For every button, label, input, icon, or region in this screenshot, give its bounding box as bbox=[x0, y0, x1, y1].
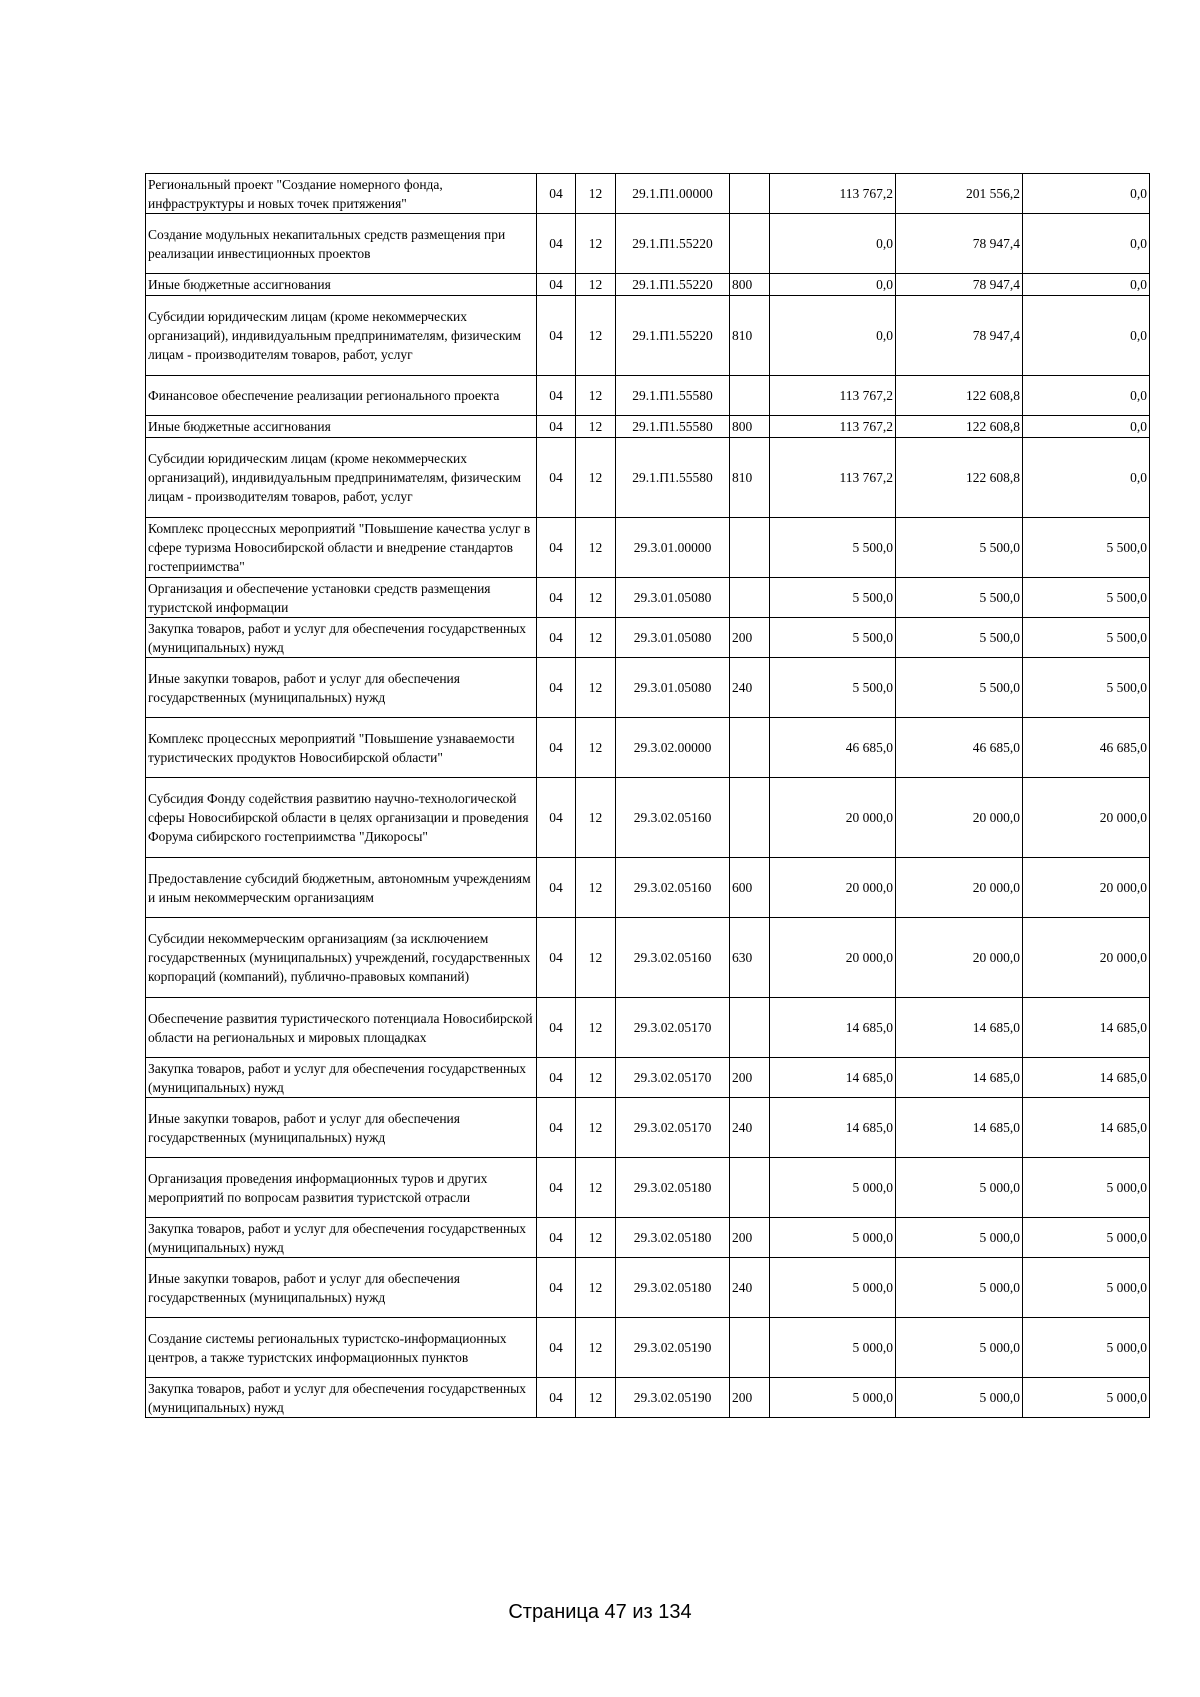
table-row bbox=[146, 518, 1150, 578]
row-name-cell: Комплекс процессных мероприятий "Повышение качества услуг в сфере туризма Новосибирской области и внедрение стандартов гостеприимства" bbox=[146, 518, 537, 578]
row-target-article-cell: 29.3.01.05080 bbox=[616, 658, 730, 718]
row-year2-amount-cell: 5 000,0 bbox=[896, 1218, 1023, 1258]
row-year3-amount-cell: 5 000,0 bbox=[1023, 1218, 1150, 1258]
row-expense-type-cell bbox=[730, 376, 770, 416]
row-name-cell: Субсидии юридическим лицам (кроме некоммерческих организаций), индивидуальным предпринимателям, физическим лицам - производителям товаров, работ, услуг bbox=[146, 438, 537, 518]
row-year2-amount-cell: 20 000,0 bbox=[896, 778, 1023, 858]
row-year3-amount-cell: 14 685,0 bbox=[1023, 1058, 1150, 1098]
table-row bbox=[146, 274, 1150, 296]
row-year1-amount-cell: 5 500,0 bbox=[770, 578, 896, 618]
table-row bbox=[146, 778, 1150, 858]
row-section-cell: 04 bbox=[537, 1158, 576, 1218]
row-expense-type-cell bbox=[730, 174, 770, 214]
row-year1-amount-cell: 113 767,2 bbox=[770, 416, 896, 438]
table-row bbox=[146, 1258, 1150, 1318]
table-row bbox=[146, 438, 1150, 518]
table-row bbox=[146, 1098, 1150, 1158]
row-year3-amount-cell: 0,0 bbox=[1023, 376, 1150, 416]
row-subsection-cell: 12 bbox=[576, 174, 616, 214]
row-year3-amount-cell: 14 685,0 bbox=[1023, 1098, 1150, 1158]
row-subsection-cell: 12 bbox=[576, 518, 616, 578]
row-subsection-cell: 12 bbox=[576, 998, 616, 1058]
row-expense-type-cell: 810 bbox=[730, 438, 770, 518]
row-target-article-cell: 29.1.П1.55580 bbox=[616, 416, 730, 438]
row-year1-amount-cell: 20 000,0 bbox=[770, 778, 896, 858]
row-year1-amount-cell: 20 000,0 bbox=[770, 858, 896, 918]
row-year2-amount-cell: 14 685,0 bbox=[896, 998, 1023, 1058]
row-target-article-cell: 29.3.02.05180 bbox=[616, 1158, 730, 1218]
row-name-cell: Субсидии юридическим лицам (кроме некоммерческих организаций), индивидуальным предпринимателям, физическим лицам - производителям товаров, работ, услуг bbox=[146, 296, 537, 376]
row-name-cell: Комплекс процессных мероприятий "Повышение узнаваемости туристических продуктов Новосибирской области" bbox=[146, 718, 537, 778]
row-expense-type-cell: 200 bbox=[730, 1218, 770, 1258]
row-section-cell: 04 bbox=[537, 618, 576, 658]
row-section-cell: 04 bbox=[537, 858, 576, 918]
row-section-cell: 04 bbox=[537, 1098, 576, 1158]
row-target-article-cell: 29.3.02.05160 bbox=[616, 918, 730, 998]
row-subsection-cell: 12 bbox=[576, 376, 616, 416]
row-year3-amount-cell: 5 000,0 bbox=[1023, 1258, 1150, 1318]
row-year1-amount-cell: 14 685,0 bbox=[770, 998, 896, 1058]
row-subsection-cell: 12 bbox=[576, 1378, 616, 1418]
row-target-article-cell: 29.3.02.05190 bbox=[616, 1318, 730, 1378]
row-year1-amount-cell: 5 000,0 bbox=[770, 1378, 896, 1418]
row-year2-amount-cell: 5 500,0 bbox=[896, 518, 1023, 578]
row-year1-amount-cell: 5 500,0 bbox=[770, 618, 896, 658]
row-year3-amount-cell: 20 000,0 bbox=[1023, 778, 1150, 858]
row-name-cell: Закупка товаров, работ и услуг для обеспечения государственных (муниципальных) нужд bbox=[146, 618, 537, 658]
row-expense-type-cell: 810 bbox=[730, 296, 770, 376]
row-target-article-cell: 29.3.02.05170 bbox=[616, 1098, 730, 1158]
row-year2-amount-cell: 46 685,0 bbox=[896, 718, 1023, 778]
row-year2-amount-cell: 5 000,0 bbox=[896, 1318, 1023, 1378]
row-year1-amount-cell: 5 000,0 bbox=[770, 1318, 896, 1378]
row-year3-amount-cell: 20 000,0 bbox=[1023, 918, 1150, 998]
table-row bbox=[146, 918, 1150, 998]
row-year2-amount-cell: 14 685,0 bbox=[896, 1058, 1023, 1098]
budget-table bbox=[145, 173, 1150, 1418]
row-subsection-cell: 12 bbox=[576, 858, 616, 918]
row-subsection-cell: 12 bbox=[576, 1058, 616, 1098]
row-expense-type-cell bbox=[730, 778, 770, 858]
row-expense-type-cell bbox=[730, 578, 770, 618]
row-target-article-cell: 29.3.01.05080 bbox=[616, 618, 730, 658]
row-year1-amount-cell: 5 000,0 bbox=[770, 1158, 896, 1218]
row-year2-amount-cell: 201 556,2 bbox=[896, 174, 1023, 214]
row-target-article-cell: 29.1.П1.55580 bbox=[616, 376, 730, 416]
table-row bbox=[146, 296, 1150, 376]
row-section-cell: 04 bbox=[537, 416, 576, 438]
row-expense-type-cell: 240 bbox=[730, 1258, 770, 1318]
row-target-article-cell: 29.3.02.05180 bbox=[616, 1258, 730, 1318]
row-name-cell: Субсидия Фонду содействия развитию научно-технологической сферы Новосибирской области в целях организации и проведения Форума сибирского гостеприимства "Дикоросы" bbox=[146, 778, 537, 858]
row-year3-amount-cell: 20 000,0 bbox=[1023, 858, 1150, 918]
row-year3-amount-cell: 0,0 bbox=[1023, 274, 1150, 296]
row-year1-amount-cell: 0,0 bbox=[770, 214, 896, 274]
row-year1-amount-cell: 14 685,0 bbox=[770, 1058, 896, 1098]
row-expense-type-cell: 240 bbox=[730, 658, 770, 718]
row-name-cell: Закупка товаров, работ и услуг для обеспечения государственных (муниципальных) нужд bbox=[146, 1058, 537, 1098]
row-name-cell: Обеспечение развития туристического потенциала Новосибирской области на региональных и мировых площадках bbox=[146, 998, 537, 1058]
row-year2-amount-cell: 122 608,8 bbox=[896, 376, 1023, 416]
row-section-cell: 04 bbox=[537, 214, 576, 274]
row-year3-amount-cell: 5 500,0 bbox=[1023, 618, 1150, 658]
row-year3-amount-cell: 46 685,0 bbox=[1023, 718, 1150, 778]
row-year1-amount-cell: 46 685,0 bbox=[770, 718, 896, 778]
row-subsection-cell: 12 bbox=[576, 296, 616, 376]
row-year3-amount-cell: 0,0 bbox=[1023, 438, 1150, 518]
table-row bbox=[146, 1218, 1150, 1258]
row-year1-amount-cell: 5 000,0 bbox=[770, 1258, 896, 1318]
row-expense-type-cell: 630 bbox=[730, 918, 770, 998]
row-subsection-cell: 12 bbox=[576, 274, 616, 296]
row-section-cell: 04 bbox=[537, 1378, 576, 1418]
row-year2-amount-cell: 5 000,0 bbox=[896, 1158, 1023, 1218]
row-subsection-cell: 12 bbox=[576, 1098, 616, 1158]
row-year3-amount-cell: 0,0 bbox=[1023, 214, 1150, 274]
row-target-article-cell: 29.3.02.05180 bbox=[616, 1218, 730, 1258]
row-expense-type-cell bbox=[730, 1318, 770, 1378]
row-subsection-cell: 12 bbox=[576, 918, 616, 998]
row-subsection-cell: 12 bbox=[576, 778, 616, 858]
row-name-cell: Иные закупки товаров, работ и услуг для обеспечения государственных (муниципальных) нужд bbox=[146, 1098, 537, 1158]
table-row bbox=[146, 578, 1150, 618]
row-year1-amount-cell: 113 767,2 bbox=[770, 174, 896, 214]
table-row bbox=[146, 376, 1150, 416]
row-section-cell: 04 bbox=[537, 1318, 576, 1378]
row-section-cell: 04 bbox=[537, 438, 576, 518]
row-year2-amount-cell: 78 947,4 bbox=[896, 214, 1023, 274]
row-expense-type-cell: 800 bbox=[730, 416, 770, 438]
row-expense-type-cell: 200 bbox=[730, 1058, 770, 1098]
table-row bbox=[146, 1058, 1150, 1098]
table-row bbox=[146, 1378, 1150, 1418]
row-year1-amount-cell: 113 767,2 bbox=[770, 438, 896, 518]
row-target-article-cell: 29.3.01.05080 bbox=[616, 578, 730, 618]
table-row bbox=[146, 718, 1150, 778]
row-target-article-cell: 29.3.02.00000 bbox=[616, 718, 730, 778]
row-name-cell: Иные бюджетные ассигнования bbox=[146, 274, 537, 296]
row-expense-type-cell bbox=[730, 718, 770, 778]
row-year1-amount-cell: 14 685,0 bbox=[770, 1098, 896, 1158]
row-target-article-cell: 29.1.П1.55220 bbox=[616, 214, 730, 274]
page-number: Страница 47 из 134 bbox=[508, 1601, 692, 1623]
row-year1-amount-cell: 0,0 bbox=[770, 274, 896, 296]
row-section-cell: 04 bbox=[537, 658, 576, 718]
row-name-cell: Предоставление субсидий бюджетным, автономным учреждениям и иным некоммерческим организациям bbox=[146, 858, 537, 918]
row-section-cell: 04 bbox=[537, 518, 576, 578]
row-subsection-cell: 12 bbox=[576, 658, 616, 718]
row-section-cell: 04 bbox=[537, 578, 576, 618]
row-year1-amount-cell: 5 500,0 bbox=[770, 658, 896, 718]
row-year2-amount-cell: 5 000,0 bbox=[896, 1258, 1023, 1318]
row-expense-type-cell bbox=[730, 998, 770, 1058]
row-year2-amount-cell: 122 608,8 bbox=[896, 416, 1023, 438]
row-section-cell: 04 bbox=[537, 174, 576, 214]
row-name-cell: Иные бюджетные ассигнования bbox=[146, 416, 537, 438]
row-section-cell: 04 bbox=[537, 718, 576, 778]
row-expense-type-cell: 200 bbox=[730, 618, 770, 658]
row-target-article-cell: 29.3.02.05190 bbox=[616, 1378, 730, 1418]
row-section-cell: 04 bbox=[537, 1058, 576, 1098]
row-year2-amount-cell: 78 947,4 bbox=[896, 296, 1023, 376]
row-expense-type-cell: 200 bbox=[730, 1378, 770, 1418]
row-section-cell: 04 bbox=[537, 778, 576, 858]
row-section-cell: 04 bbox=[537, 274, 576, 296]
row-year3-amount-cell: 0,0 bbox=[1023, 296, 1150, 376]
row-year1-amount-cell: 5 500,0 bbox=[770, 518, 896, 578]
row-year3-amount-cell: 0,0 bbox=[1023, 174, 1150, 214]
row-subsection-cell: 12 bbox=[576, 718, 616, 778]
row-subsection-cell: 12 bbox=[576, 578, 616, 618]
row-year1-amount-cell: 0,0 bbox=[770, 296, 896, 376]
table-row bbox=[146, 1318, 1150, 1378]
row-year1-amount-cell: 5 000,0 bbox=[770, 1218, 896, 1258]
row-year2-amount-cell: 20 000,0 bbox=[896, 918, 1023, 998]
row-subsection-cell: 12 bbox=[576, 1258, 616, 1318]
row-subsection-cell: 12 bbox=[576, 416, 616, 438]
row-name-cell: Организация и обеспечение установки средств размещения туристской информации bbox=[146, 578, 537, 618]
row-section-cell: 04 bbox=[537, 1258, 576, 1318]
row-name-cell: Создание системы региональных туристско-информационных центров, а также туристских информационных пунктов bbox=[146, 1318, 537, 1378]
row-expense-type-cell bbox=[730, 214, 770, 274]
row-name-cell: Создание модульных некапитальных средств размещения при реализации инвестиционных проектов bbox=[146, 214, 537, 274]
row-subsection-cell: 12 bbox=[576, 1318, 616, 1378]
row-year3-amount-cell: 5 000,0 bbox=[1023, 1378, 1150, 1418]
row-target-article-cell: 29.3.02.05160 bbox=[616, 858, 730, 918]
row-name-cell: Иные закупки товаров, работ и услуг для обеспечения государственных (муниципальных) нужд bbox=[146, 1258, 537, 1318]
row-subsection-cell: 12 bbox=[576, 438, 616, 518]
row-year3-amount-cell: 14 685,0 bbox=[1023, 998, 1150, 1058]
row-year3-amount-cell: 5 500,0 bbox=[1023, 518, 1150, 578]
table-row bbox=[146, 618, 1150, 658]
row-expense-type-cell: 240 bbox=[730, 1098, 770, 1158]
row-name-cell: Закупка товаров, работ и услуг для обеспечения государственных (муниципальных) нужд bbox=[146, 1218, 537, 1258]
row-year2-amount-cell: 14 685,0 bbox=[896, 1098, 1023, 1158]
row-name-cell: Региональный проект "Создание номерного фонда, инфраструктуры и новых точек притяжения" bbox=[146, 174, 537, 214]
row-subsection-cell: 12 bbox=[576, 1158, 616, 1218]
row-year2-amount-cell: 5 500,0 bbox=[896, 618, 1023, 658]
row-year2-amount-cell: 122 608,8 bbox=[896, 438, 1023, 518]
row-target-article-cell: 29.1.П1.55580 bbox=[616, 438, 730, 518]
row-section-cell: 04 bbox=[537, 1218, 576, 1258]
row-year3-amount-cell: 5 000,0 bbox=[1023, 1158, 1150, 1218]
row-target-article-cell: 29.1.П1.00000 bbox=[616, 174, 730, 214]
row-expense-type-cell: 600 bbox=[730, 858, 770, 918]
table-row bbox=[146, 214, 1150, 274]
row-expense-type-cell bbox=[730, 518, 770, 578]
row-expense-type-cell: 800 bbox=[730, 274, 770, 296]
row-name-cell: Финансовое обеспечение реализации регионального проекта bbox=[146, 376, 537, 416]
row-target-article-cell: 29.1.П1.55220 bbox=[616, 274, 730, 296]
row-name-cell: Иные закупки товаров, работ и услуг для обеспечения государственных (муниципальных) нужд bbox=[146, 658, 537, 718]
table-row bbox=[146, 174, 1150, 214]
row-year2-amount-cell: 5 500,0 bbox=[896, 578, 1023, 618]
row-year3-amount-cell: 5 500,0 bbox=[1023, 658, 1150, 718]
table-row bbox=[146, 416, 1150, 438]
row-year2-amount-cell: 5 500,0 bbox=[896, 658, 1023, 718]
table-row bbox=[146, 1158, 1150, 1218]
row-year2-amount-cell: 20 000,0 bbox=[896, 858, 1023, 918]
row-subsection-cell: 12 bbox=[576, 618, 616, 658]
row-section-cell: 04 bbox=[537, 918, 576, 998]
row-subsection-cell: 12 bbox=[576, 1218, 616, 1258]
row-target-article-cell: 29.3.02.05170 bbox=[616, 998, 730, 1058]
row-section-cell: 04 bbox=[537, 376, 576, 416]
row-year1-amount-cell: 20 000,0 bbox=[770, 918, 896, 998]
row-target-article-cell: 29.3.02.05160 bbox=[616, 778, 730, 858]
row-section-cell: 04 bbox=[537, 998, 576, 1058]
row-target-article-cell: 29.3.01.00000 bbox=[616, 518, 730, 578]
table-body bbox=[146, 174, 1150, 1418]
row-name-cell: Субсидии некоммерческим организациям (за исключением государственных (муниципальных) учреждений, государственных корпораций (компаний), публично-правовых компаний) bbox=[146, 918, 537, 998]
row-year3-amount-cell: 0,0 bbox=[1023, 416, 1150, 438]
row-expense-type-cell bbox=[730, 1158, 770, 1218]
row-year1-amount-cell: 113 767,2 bbox=[770, 376, 896, 416]
row-name-cell: Организация проведения информационных туров и других мероприятий по вопросам развития туристской отрасли bbox=[146, 1158, 537, 1218]
row-year2-amount-cell: 78 947,4 bbox=[896, 274, 1023, 296]
row-target-article-cell: 29.1.П1.55220 bbox=[616, 296, 730, 376]
row-name-cell: Закупка товаров, работ и услуг для обеспечения государственных (муниципальных) нужд bbox=[146, 1378, 537, 1418]
table-row bbox=[146, 998, 1150, 1058]
row-year3-amount-cell: 5 000,0 bbox=[1023, 1318, 1150, 1378]
row-subsection-cell: 12 bbox=[576, 214, 616, 274]
table-row bbox=[146, 658, 1150, 718]
row-year2-amount-cell: 5 000,0 bbox=[896, 1378, 1023, 1418]
table-row bbox=[146, 858, 1150, 918]
row-section-cell: 04 bbox=[537, 296, 576, 376]
row-year3-amount-cell: 5 500,0 bbox=[1023, 578, 1150, 618]
row-target-article-cell: 29.3.02.05170 bbox=[616, 1058, 730, 1098]
